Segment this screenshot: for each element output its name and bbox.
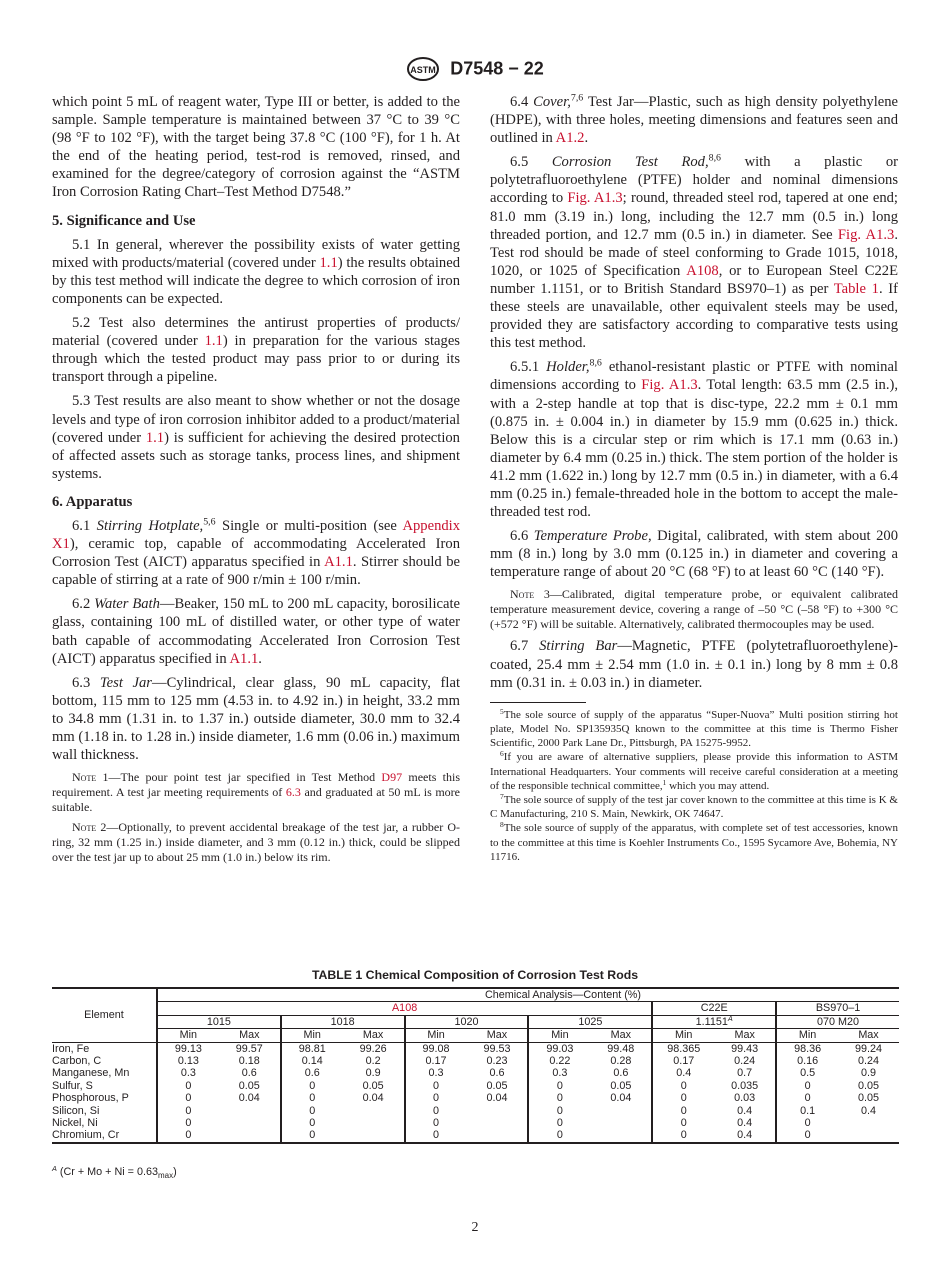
text-run: —Cylindrical, clear glass, 90 mL capacity, flat bottom, 115 mm to 125 mm (4.53 in. to 4.92 in.) in height, 33.2 mm to 34.8 mm (1.31 in. to 1.37 in.) outside diameter, 30.0 mm to 32.4 mm (1.18 in. to 1.28 in.) inside diameter, 1.6 mm (0.06 in.) maximum wall thickness. <box>52 674 460 764</box>
max-header: Max <box>714 1029 776 1042</box>
value-cell: 99.43 <box>731 1042 759 1055</box>
table-row <box>52 1129 899 1142</box>
paragraph <box>52 314 460 386</box>
text-run: 6.3 <box>72 674 100 691</box>
text-run: 6.4 <box>510 94 534 110</box>
paragraph <box>490 93 898 147</box>
value-cell: 99.08 <box>405 1042 467 1055</box>
italic-term: Stirring Bar <box>539 638 618 655</box>
grade-header <box>281 1015 405 1028</box>
value-cell: 0 <box>405 1092 467 1104</box>
element-name: Iron, Fe <box>52 1042 90 1055</box>
value-cell: 0 <box>652 1117 714 1129</box>
text-run: The sole source of supply of the test jar cover known to the committee at this time is K & C Manufacturing, 210 S. Main, Newkirk, OK 74647. <box>490 793 898 821</box>
min-header: Min <box>281 1029 343 1042</box>
value-cell <box>467 1105 529 1117</box>
value-cell: 0.28 <box>610 1055 632 1068</box>
paragraph <box>490 637 898 691</box>
superscript-ref: 8 <box>500 820 504 830</box>
text-run: . Test rod should be made of steel conforming to Grade 1015, 1018, 1020, or 1025 of Specification <box>490 226 898 279</box>
grade-label: 1025 <box>578 1015 603 1028</box>
value-cell: 0 <box>281 1117 343 1129</box>
text-run: The sole source of supply of the apparatus, with complete set of test accessories, known to the committee at this time is Koehler Instruments Co., 1595 Sycamore Ave, Bohemia, NY 11716. <box>490 822 898 863</box>
cross-reference-link[interactable]: 1.1 <box>319 254 338 271</box>
text-run: 6.5 <box>510 154 552 171</box>
text-run: Digital, calibrated, with stem about 200 mm (8 in.) long by 3.0 mm (0.125 in.) in diameter and covering a temperature range of about 20 °C (68 °F) to at least 60 °C (140 °F). <box>490 528 898 581</box>
italic-term: Holder, <box>546 359 590 376</box>
value-cell <box>467 1117 529 1129</box>
group-header: C22E <box>652 1002 776 1015</box>
value-cell <box>219 1105 281 1117</box>
cross-reference-link[interactable]: D97 <box>381 770 403 785</box>
text-run: 2—Optionally, to prevent accidental breakage of the test jar, a rubber O-ring, 32 mm (1.25 in.) inside diameter, and 3 mm (0.12 in.) thick, could be slipped over the test jar up to about 25 mm (1.0 in.) below its rim. <box>52 820 460 865</box>
element-name: Phosphorous, P <box>52 1092 129 1105</box>
value-cell: 0.18 <box>238 1055 260 1068</box>
cross-reference-link[interactable]: Fig. A1.3 <box>837 226 895 243</box>
value-cell: 0 <box>776 1129 838 1142</box>
text-run: 3—Calibrated, digital temperature probe, or equivalent calibrated temperature measurement device, covering a range of –50 °C (–58 °F) to +300 °C (+572 °F) will be suitable. Alternatively, calibrated thermocouples may be used. <box>490 587 898 632</box>
italic-term: Corrosion Test Rod, <box>551 154 709 171</box>
min-header: Min <box>652 1029 714 1042</box>
page-number: 2 <box>471 1220 479 1235</box>
value-cell: 0.22 <box>528 1055 590 1067</box>
value-cell: 0 <box>652 1080 714 1092</box>
paragraph <box>52 93 460 202</box>
value-cell: 0.05 <box>238 1079 260 1092</box>
section-heading <box>52 212 460 230</box>
element-name: Silicon, Si <box>52 1104 100 1117</box>
value-cell: 0 <box>776 1092 838 1104</box>
value-cell: 0 <box>528 1129 590 1142</box>
grade-header <box>776 1015 899 1028</box>
grade-header <box>528 1015 652 1028</box>
min-header: Min <box>405 1029 467 1042</box>
superscript-ref: 1 <box>662 777 667 787</box>
value-cell: 0.1 <box>776 1105 838 1117</box>
text-run: 6.5.1 <box>510 359 547 376</box>
max-header: Max <box>838 1029 899 1042</box>
element-name: Manganese, Mn <box>52 1067 130 1080</box>
group-header: BS970–1 <box>776 1002 899 1015</box>
value-cell <box>467 1129 529 1142</box>
value-cell <box>590 1129 652 1142</box>
element-header: Element <box>52 988 157 1042</box>
cross-reference-link[interactable]: 1.1 <box>204 333 223 350</box>
value-cell: 0 <box>652 1105 714 1117</box>
value-cell: 0.7 <box>737 1067 753 1080</box>
value-cell: 0.13 <box>157 1055 219 1067</box>
value-cell: 0.05 <box>362 1079 384 1092</box>
page-header <box>0 56 950 82</box>
italic-term: Water Bath <box>94 596 160 613</box>
max-header: Max <box>343 1029 405 1042</box>
group-row <box>52 1002 899 1015</box>
note-label: Note <box>72 820 97 835</box>
value-cell: 0.9 <box>861 1067 877 1080</box>
superscript-ref: 5,6 <box>203 516 216 528</box>
text-run: ; round, threaded steel rod, tapered at one end; 81.0 mm (3.19 in.) long, including the 12.7 mm (0.5 in.) long threaded portion, and 12.7 mm (0.5 in.) in diameter. See <box>490 190 898 243</box>
left-column <box>52 93 460 870</box>
footnote-text: (Cr + Mo + Ni = 0.63 <box>59 1166 159 1178</box>
text-run: . Total length: 63.5 mm (2.5 in.), with a 2-step handle at top that is disc-type, 22.2 mm ± 0.1 mm (0.875 in. ± 0.004 in.) in diameter by 15.9 mm (0.625 in.) thick. Below this is a circular step or rim which is 17.1 mm (0.63 in.) diameter by 6.4 mm (0.25 in.) thick. The stem portion of the holder is 41.2 mm (1.622 in.) long by 12.7 mm (0.5 in.) in diameter, with a 6.4 mm (0.25 in.) female-threaded hole in the bottom to accept the male-threaded test rod. <box>490 377 898 521</box>
grade-header <box>157 1015 281 1028</box>
note-label: Note <box>72 770 97 785</box>
grade-label: 1020 <box>454 1015 479 1028</box>
superscript-ref: 5 <box>500 706 504 716</box>
grade-label: 070 M20 <box>817 1015 860 1028</box>
value-cell: 0.05 <box>858 1092 880 1105</box>
note <box>52 770 460 815</box>
text-run: which you may attend. <box>666 779 770 792</box>
superscript-ref: 6 <box>500 749 504 759</box>
value-cell: 0 <box>157 1092 219 1104</box>
superscript-ref: 8,6 <box>589 357 602 369</box>
value-cell: 0.5 <box>776 1067 838 1079</box>
value-cell: 0 <box>281 1092 343 1104</box>
cross-reference-link[interactable]: 1.1 <box>145 429 165 446</box>
value-cell: 0 <box>281 1080 343 1092</box>
value-cell: 98.365 <box>652 1042 714 1055</box>
paragraph <box>52 674 460 764</box>
text-run: ) in preparation for the various stages through which the tested product may pass prior to or during its transport through a pipeline. <box>52 333 460 386</box>
value-cell: 0 <box>405 1105 467 1117</box>
footnote <box>490 793 898 821</box>
value-cell: 0 <box>652 1129 714 1142</box>
table-footnote <box>52 1163 177 1181</box>
text-run: 5.1 In general, wherever the possibility exists of water getting mixed with products/material (covered under <box>52 236 460 271</box>
value-cell: 0.24 <box>734 1055 756 1068</box>
text-run: ), ceramic top, capable of accommodating Accelerated Iron Corrosion Test (AICT) apparatus specified in <box>52 536 460 571</box>
value-cell: 0.6 <box>613 1067 629 1080</box>
value-cell: 0.4 <box>737 1117 753 1130</box>
value-cell: 0.17 <box>405 1055 467 1067</box>
element-name: Chromium, Cr <box>52 1129 157 1142</box>
text-run: 5.2 Test also determines the antirust properties of products/ material (covered under <box>52 315 460 350</box>
grade-row <box>52 1015 899 1028</box>
footnote-end: ) <box>173 1166 177 1178</box>
table-row <box>52 1092 899 1104</box>
paragraph <box>490 527 898 581</box>
italic-term: Stirring Hotplate, <box>96 517 204 534</box>
cross-reference-link[interactable]: Table 1 <box>833 280 879 297</box>
grade-header <box>652 1015 776 1028</box>
footnote <box>490 750 898 793</box>
grade-label: 1015 <box>206 1015 231 1028</box>
value-cell <box>343 1117 405 1129</box>
italic-term: Cover, <box>533 94 571 110</box>
text-run: and graduated at 50 mL is more suitable. <box>52 785 460 815</box>
italic-term: Temperature Probe, <box>533 528 652 545</box>
cross-reference-link[interactable]: A108 <box>686 262 719 279</box>
value-cell: 0 <box>528 1080 590 1092</box>
note <box>52 820 460 865</box>
value-cell: 0 <box>776 1117 838 1129</box>
table-row <box>52 1042 899 1055</box>
cross-reference-link[interactable]: Appendix X1 <box>52 517 461 553</box>
value-cell: 0 <box>528 1092 590 1104</box>
footnote-mark: A <box>52 1163 57 1173</box>
max-header: Max <box>467 1029 529 1042</box>
value-cell: 0.4 <box>714 1129 776 1142</box>
text-run: If you are aware of alternative suppliers, please provide this information to ASTM International Headquarters. Your comments will receive careful consideration at a meeting of the responsible technical committee, <box>490 751 898 792</box>
value-cell: 0 <box>281 1129 343 1142</box>
value-cell: 0.03 <box>734 1092 756 1105</box>
text-run: 1—The pour point test jar specified in Test Method <box>96 770 382 785</box>
max-header: Max <box>590 1029 652 1042</box>
paragraph <box>490 358 898 521</box>
value-cell <box>838 1129 899 1142</box>
paragraph <box>52 595 460 667</box>
value-cell: 0.23 <box>486 1055 508 1068</box>
value-cell <box>590 1105 652 1117</box>
value-cell: 0.05 <box>486 1079 508 1092</box>
text-run: . If these steels are unavailable, other equivalent steels may be used, provided they are satisfactory according to comparative tests using this test method. <box>490 280 898 352</box>
value-cell <box>219 1129 281 1142</box>
value-cell: 0.4 <box>652 1067 714 1079</box>
grade-label: 1.1151 <box>695 1015 728 1028</box>
designation: D7548 − 22 <box>450 58 544 79</box>
value-cell: 0.04 <box>238 1092 260 1105</box>
value-cell: 99.24 <box>855 1042 883 1055</box>
text-run: 6.2 <box>72 596 95 613</box>
grade-header <box>405 1015 529 1028</box>
value-cell <box>590 1117 652 1129</box>
cross-reference-link[interactable]: 6.3 <box>285 785 301 800</box>
min-header: Min <box>157 1029 219 1042</box>
grade-label: 1018 <box>330 1015 355 1028</box>
text-run: Single or multi-position (see <box>215 517 403 534</box>
text-run: 6. Apparatus <box>52 493 133 510</box>
cross-reference-link[interactable]: A1.1 <box>324 554 353 571</box>
paragraph <box>52 236 460 308</box>
element-name: Carbon, C <box>52 1055 102 1068</box>
table-row <box>52 1105 899 1117</box>
text-run: , or to European Steel C22E number 1.1151, or to British Standard BS970–1) as per <box>490 262 898 297</box>
table-row <box>52 1117 899 1129</box>
text-run: —Magnetic, PTFE (polytetrafluoroethylene)-coated, 25.4 mm ± 2.54 mm (1.0 in. ± 0.1 in.) long by 8 mm ± 0.8 mm (0.31 in. ± 0.03 in.) in diameter. <box>490 638 899 691</box>
value-cell: 0 <box>157 1080 219 1092</box>
value-cell: 0 <box>157 1105 219 1117</box>
text-run: ) is sufficient for achieving the desired protection of affected assets such as storage tanks, process lines, and shipment systems. <box>52 429 460 482</box>
value-cell: 98.81 <box>281 1042 343 1055</box>
footnote-rule <box>490 702 586 703</box>
value-cell: 0.035 <box>731 1079 759 1092</box>
text-run: The sole source of supply of the apparatus “Super-Nuova” Multi position stirring hot plate, Model No. SP135935Q known to the committee at this time is Thermo Fisher Scientific, 2000 Park Lane Dr., Pittsburgh, PA 15275-9952. <box>490 708 898 750</box>
footnote <box>490 708 898 751</box>
text-run: ) the results obtained by this test method will indicate the degree to which corrosion of iron components can be expected. <box>52 254 460 307</box>
value-cell <box>838 1117 899 1129</box>
analysis-header: Chemical Analysis—Content (%) <box>157 988 899 1002</box>
text-run: 6.6 <box>510 528 534 545</box>
cross-reference-link[interactable]: Fig. A1.3 <box>641 377 698 394</box>
superscript-ref: 8,6 <box>708 152 721 164</box>
minmax-row <box>52 1029 899 1042</box>
table-row <box>52 1080 899 1092</box>
paragraph <box>490 153 898 352</box>
element-name: Nickel, Ni <box>52 1117 98 1130</box>
paragraph <box>52 392 460 482</box>
value-cell: 0.04 <box>486 1092 508 1105</box>
value-cell: 0.04 <box>362 1092 384 1105</box>
cross-reference-link[interactable]: A1.1 <box>229 650 259 667</box>
svg-text:ASTM: ASTM <box>410 65 436 75</box>
composition-table <box>52 987 899 1144</box>
max-header: Max <box>219 1029 281 1042</box>
value-cell: 99.48 <box>607 1042 635 1055</box>
footnote-sub: max <box>158 1171 174 1181</box>
value-cell <box>343 1105 405 1117</box>
note <box>490 587 898 632</box>
value-cell: 99.03 <box>528 1042 590 1055</box>
value-cell: 0.3 <box>157 1067 219 1079</box>
value-cell: 0.3 <box>405 1067 467 1079</box>
value-cell: 0.9 <box>365 1067 381 1080</box>
value-cell: 99.13 <box>157 1042 219 1055</box>
value-cell <box>343 1129 405 1142</box>
cross-reference-link[interactable]: Fig. A1.3 <box>567 190 623 207</box>
text-run: ethanol-resistant plastic or PTFE with nominal dimensions according to <box>490 359 898 394</box>
text-run: 5.3 Test results are also meant to show whether or not the dosage levels and type of iron corrosion inhibitor added to a product/material (covered under <box>52 393 460 446</box>
text-run: which point 5 mL of reagent water, Type III or better, is added to the sample. Sample temperature is maintained between 37 °C to 39 °C (98 °F to 102 °F), with the target being 37.8 °C (100 °F), for 1 h. At the end of the heating period, test-rod is removed, rinsed, and examined for the degree/category of corrosion against the “ASTM Iron Corrosion Rating Chart–Test Method D7548.” <box>52 94 460 201</box>
value-cell: 0 <box>157 1129 219 1142</box>
value-cell: 99.53 <box>483 1042 511 1055</box>
value-cell: 0 <box>281 1105 343 1117</box>
value-cell: 0 <box>157 1117 219 1129</box>
value-cell: 0.05 <box>858 1079 880 1092</box>
value-cell: 0.16 <box>776 1055 838 1067</box>
text-run: . <box>584 130 589 147</box>
text-run: . Stirrer should be capable of stirring at a rate of 900 r/min ± 100 r/min. <box>52 554 460 589</box>
value-cell <box>219 1117 281 1129</box>
value-cell: 0 <box>776 1080 838 1092</box>
astm-logo-icon <box>406 56 440 82</box>
value-cell: 0.3 <box>528 1067 590 1079</box>
text-run: Test Jar—Plastic, such as high density polyethylene (HDPE), with three holes, meeting dimensions and features seen and outlined in <box>490 94 898 147</box>
min-header: Min <box>776 1029 838 1042</box>
element-name: Sulfur, S <box>52 1079 93 1092</box>
value-cell: 0.6 <box>489 1067 505 1080</box>
value-cell: 0.6 <box>241 1067 257 1080</box>
text-run: 6.1 <box>72 517 97 534</box>
right-column <box>490 93 898 864</box>
text-run: . <box>258 650 262 667</box>
value-cell: 0.4 <box>737 1104 753 1117</box>
value-cell: 99.57 <box>235 1042 263 1055</box>
italic-term: Test Jar <box>99 674 152 691</box>
header-row <box>52 988 899 1002</box>
footnote-mark: A <box>727 1013 733 1023</box>
table-row <box>52 1067 899 1079</box>
text-run: 5. Significance and Use <box>52 212 196 229</box>
note-label: Note <box>510 587 535 602</box>
value-cell: 0 <box>405 1129 467 1142</box>
value-cell: 0.04 <box>610 1092 632 1105</box>
text-run: 6.7 <box>510 638 540 655</box>
value-cell: 0 <box>528 1105 590 1117</box>
cross-reference-link[interactable]: A1.2 <box>555 130 585 147</box>
value-cell: 0.14 <box>281 1055 343 1067</box>
value-cell: 0 <box>528 1117 590 1129</box>
superscript-ref: 7,6 <box>570 92 584 104</box>
value-cell: 0.6 <box>281 1067 343 1079</box>
group-header: A108 <box>157 1002 652 1015</box>
value-cell: 98.36 <box>776 1042 838 1055</box>
value-cell: 0.4 <box>861 1104 877 1117</box>
table-title: TABLE 1 Chemical Composition of Corrosion Test Rods <box>311 968 639 982</box>
section-heading <box>52 493 460 511</box>
min-header: Min <box>528 1029 590 1042</box>
value-cell: 0.05 <box>610 1079 632 1092</box>
value-cell: 0 <box>405 1117 467 1129</box>
value-cell: 99.26 <box>359 1042 387 1055</box>
value-cell: 0.24 <box>858 1055 880 1068</box>
paragraph <box>52 517 460 589</box>
superscript-ref: 7 <box>500 791 504 801</box>
text-run: with a plastic or polytetrafluoroethylene (PTFE) holder and nominal dimensions according to <box>490 154 898 207</box>
value-cell: 0 <box>652 1092 714 1104</box>
footnote <box>490 821 898 864</box>
text-run: —Beaker, 150 mL to 200 mL capacity, borosilicate glass, containing 100 mL of distilled water, or other type of water bath capable of accommodating Accelerated Iron Corrosion Test (AICT) apparatus specified in <box>52 596 460 667</box>
value-cell: 0 <box>405 1080 467 1092</box>
text-run: meets this requirement. A test jar meeting requirements of <box>52 770 460 800</box>
value-cell: 0.2 <box>365 1055 381 1068</box>
value-cell: 0.17 <box>652 1055 714 1067</box>
table-row <box>52 1055 899 1067</box>
